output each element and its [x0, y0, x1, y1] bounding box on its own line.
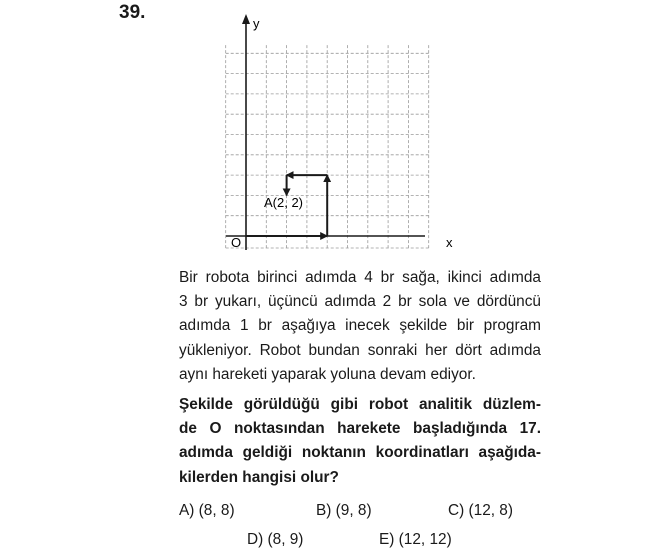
coordinate-grid-figure	[0, 0, 666, 265]
option-c[interactable]: C) (12, 8)	[448, 502, 513, 519]
paragraph-line: 3 br yukarı, üçüncü adımda 2 br sola ve dördüncü	[179, 293, 541, 311]
paragraph-line: yükleniyor. Robot bundan sonraki her dört adımda	[179, 341, 541, 359]
option-b[interactable]: B) (9, 8)	[316, 502, 372, 519]
prompt-line: kilerden hangisi olur?	[179, 468, 339, 486]
question-prompt	[179, 393, 541, 490]
paragraph-line: aynı hareketi yaparak yoluna devam ediyor.	[179, 365, 476, 383]
paragraph-line: adımda 1 br aşağıya inecek şekilde bir program	[179, 317, 541, 335]
y-axis-arrowhead	[242, 14, 250, 24]
option-a[interactable]: A) (8, 8)	[179, 502, 235, 519]
origin-label: O	[231, 235, 242, 250]
question-number: 39.	[119, 2, 146, 23]
question-paragraph	[179, 266, 541, 387]
point-a-label: A(2, 2)	[264, 195, 304, 210]
paragraph-line: Bir robota birinci adımda 4 br sağa, ikinci adımda	[179, 269, 541, 286]
x-axis-label: x	[446, 235, 453, 250]
prompt-line: Şekilde görüldüğü gibi robot analitik düzlem-	[179, 396, 541, 413]
option-e[interactable]: E) (12, 12)	[379, 531, 452, 548]
option-d[interactable]: D) (8, 9)	[247, 531, 304, 548]
prompt-line: adımda geldiği noktanın koordinatları aşağıda-	[179, 444, 541, 462]
y-axis-label: y	[253, 16, 260, 31]
prompt-line: de O noktasından harekete başladığında 17.	[179, 420, 541, 438]
